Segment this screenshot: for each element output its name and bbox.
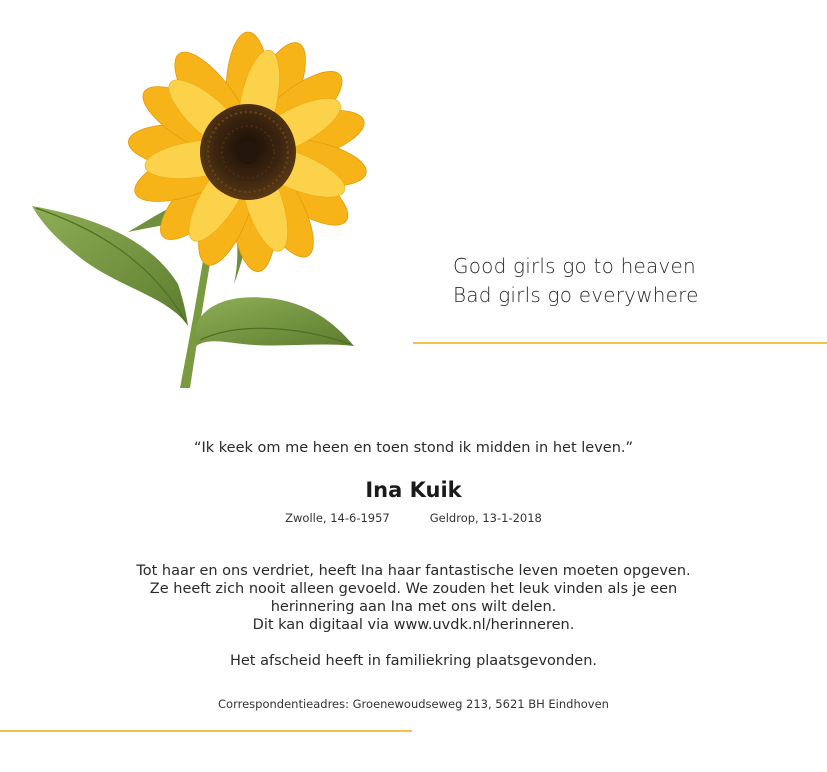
quote: “Ik keek om me heen en toen stond ik midden in het leven.” (193, 440, 634, 456)
message-line-3: herinnering aan Ina met ons wilt delen. (270, 599, 557, 615)
birth-date: Zwolle, 14-6-1957 (285, 511, 390, 525)
motto (453, 252, 813, 310)
message-line-5: Het afscheid heeft in familiekring plaatsgevonden. (229, 653, 598, 669)
message-line-4: Dit kan digitaal via www.uvdk.nl/herinneren. (252, 617, 575, 633)
right-leaf (196, 297, 354, 346)
correspondence-address: Correspondentieadres: Groenewoudseweg 213, 5621 BH Eindhoven (218, 697, 609, 711)
message-line-1: Tot haar en ons verdriet, heeft Ina haar fantastische leven moeten opgeven. (136, 563, 691, 579)
deceased-name: Ina Kuik (365, 478, 462, 502)
message (0, 562, 827, 670)
life-dates (0, 511, 827, 525)
message-line-2: Ze heeft zich nooit alleen gevoeld. We zouden het leuk vinden als je een (149, 581, 678, 597)
motto-line-2: Bad girls go everywhere (453, 283, 699, 307)
sunflower-illustration (28, 26, 388, 388)
motto-line-1: Good girls go to heaven (453, 254, 696, 278)
petals (127, 32, 370, 273)
death-date: Geldrop, 13-1-2018 (429, 511, 542, 525)
accent-rule-bottom (0, 730, 412, 732)
accent-rule-top (413, 342, 827, 344)
